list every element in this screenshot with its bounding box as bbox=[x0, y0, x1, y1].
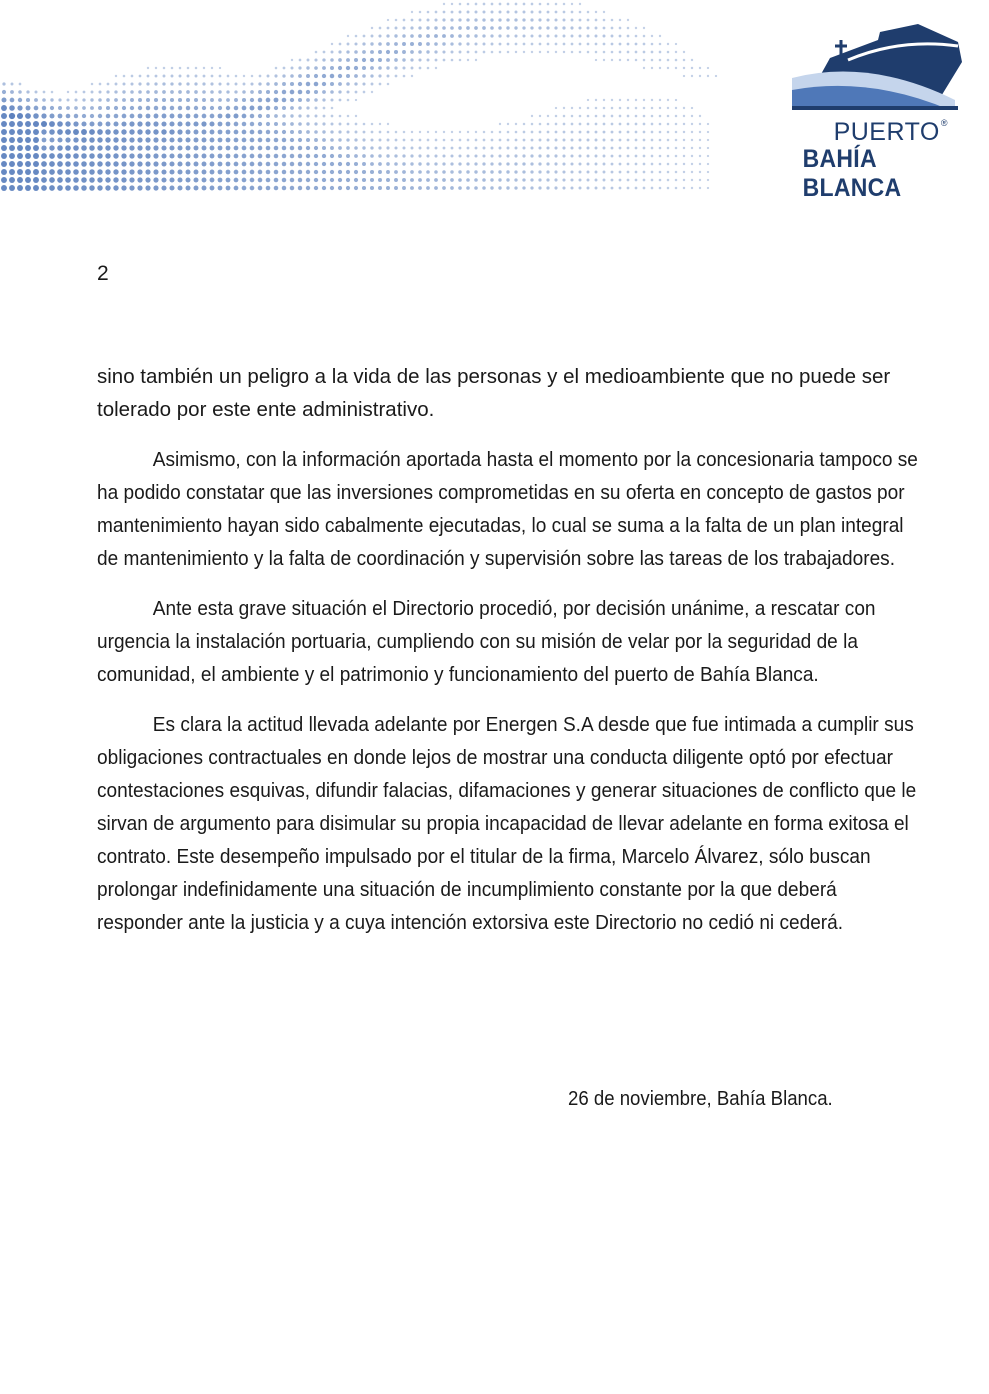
page-number: 2 bbox=[97, 262, 109, 285]
closing-date-place: 26 de noviembre, Bahía Blanca. bbox=[568, 1088, 833, 1110]
paragraph: Asimismo, con la información aportada hasta el momento por la concesionaria tampoco se ha podido constatar que las inversiones comprometidas en su oferta en concepto de gastos por mantenimiento hayan sido cabalmente ejecutadas, lo cual se suma a la falta de un plan integral de mantenimiento y la falta de coordinación y supervisión sobre las tareas de los trabajadores. bbox=[97, 448, 918, 570]
puerto-bahia-blanca-logo bbox=[790, 18, 970, 202]
paragraph: sino también un peligro a la vida de las personas y el medioambiente que no puede ser tolerado por este ente administrativo. bbox=[97, 365, 891, 421]
document-body bbox=[97, 360, 917, 956]
logo-text-puerto: PUERTO® bbox=[833, 118, 948, 146]
paragraph: Es clara la actitud llevada adelante por Energen S.A desde que fue intimada a cumplir sus obligaciones contractuales en donde lejos de mostrar una conducta diligente optó por efectuar contestaciones esquivas, difundir falacias, difamaciones y generar situaciones de conflicto que le sirvan de argumento para disimular su propia incapacidad de llevar adelante en forma exitosa el contrato. Este desempeño impulsado por el titular de la firma, Marcelo Álvarez, sólo buscan prolongar indefinidamente una situación de incumplimiento constante por la que deberá responder ante la justicia y a cuya intención extorsiva este Directorio no cedió ni cederá. bbox=[97, 713, 917, 934]
logo-text-bahia-blanca: BAHÍA BLANCA bbox=[802, 145, 902, 202]
halftone-wave-decoration bbox=[0, 0, 800, 195]
ship-icon bbox=[790, 18, 970, 118]
paragraph: Ante esta grave situación el Directorio procedió, por decisión unánime, a rescatar con urgencia la instalación portuaria, cumpliendo con su misión de velar por la seguridad de la comunidad, el ambiente y el patrimonio y funcionamiento del puerto de Bahía Blanca. bbox=[97, 597, 876, 686]
